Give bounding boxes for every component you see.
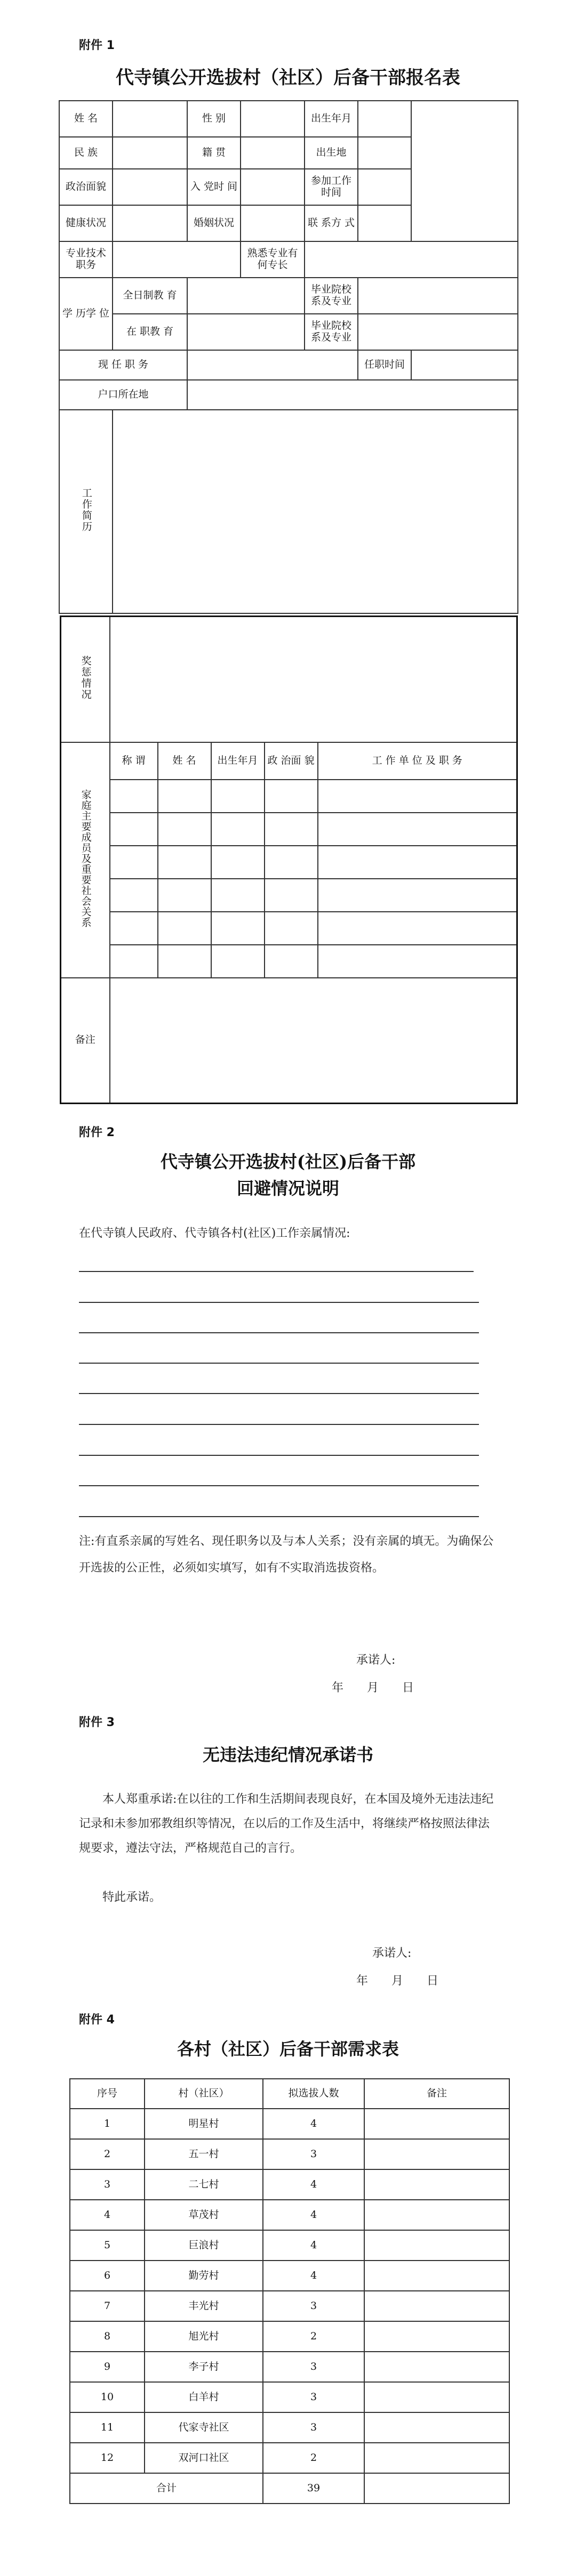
field-political[interactable] — [113, 169, 187, 205]
photo-box[interactable] — [411, 101, 518, 241]
family-cell[interactable] — [211, 780, 265, 813]
table-row — [70, 2169, 509, 2200]
demand-village: 二七村 — [145, 2169, 263, 2200]
label-party-date: 入 党时 间 — [187, 169, 241, 205]
awards-label-text: 奖惩情况 — [79, 655, 92, 700]
demand-count: 4 — [263, 2230, 364, 2261]
family-cell[interactable] — [158, 813, 211, 846]
demand-village: 巨浪村 — [145, 2230, 263, 2261]
family-cell[interactable] — [110, 912, 158, 945]
demand-village: 五一村 — [145, 2139, 263, 2169]
demand-remark[interactable] — [364, 2139, 509, 2169]
family-cell[interactable] — [211, 813, 265, 846]
label-marital: 婚姻状况 — [187, 205, 241, 241]
family-cell[interactable] — [211, 879, 265, 912]
label-resume — [59, 410, 113, 613]
field-native-place[interactable] — [241, 137, 305, 169]
annex4-title: 各村（社区）后备干部需求表 — [177, 2039, 399, 2059]
family-label-text: 家庭主要成员及重要社会关系 — [79, 789, 92, 928]
answer-line[interactable] — [79, 1393, 479, 1394]
demand-header-seq: 序号 — [70, 2079, 145, 2109]
label-ethnicity: 民 族 — [59, 137, 113, 169]
demand-seq: 5 — [70, 2230, 145, 2261]
family-header-political: 政 治面 貌 — [265, 742, 318, 780]
answer-line[interactable] — [79, 1516, 479, 1517]
family-cell[interactable] — [110, 846, 158, 879]
demand-header-remark: 备注 — [364, 2079, 509, 2109]
demand-total-remark[interactable] — [364, 2473, 509, 2504]
annex3-body: 本人郑重承诺:在以往的工作和生活期间表现良好，在本国及境外无违法违纪记录和未参加邪教组织等情况，在以后的工作及生活中，将继续严格按照法律法规要求，遵法守法，严格规范自己的言行。 — [79, 1793, 494, 1855]
annex2-date: 年 月 日 — [332, 1681, 414, 1695]
field-gender[interactable] — [241, 101, 305, 137]
family-cell[interactable] — [158, 945, 211, 978]
demand-remark[interactable] — [364, 2200, 509, 2230]
demand-count: 3 — [263, 2382, 364, 2412]
family-cell[interactable] — [158, 846, 211, 879]
demand-count: 3 — [263, 2139, 364, 2169]
table-row — [70, 2352, 509, 2382]
demand-count: 2 — [263, 2321, 364, 2352]
answer-line[interactable] — [79, 1485, 479, 1486]
demand-village: 草茂村 — [145, 2200, 263, 2230]
demand-village: 代家寺社区 — [145, 2412, 263, 2443]
family-cell[interactable] — [265, 780, 318, 813]
field-birth[interactable] — [358, 101, 411, 137]
demand-village: 白羊村 — [145, 2382, 263, 2412]
field-inservice-edu[interactable] — [187, 314, 305, 350]
field-party-date[interactable] — [241, 169, 305, 205]
label-remarks: 备注 — [61, 978, 110, 1104]
demand-village: 李子村 — [145, 2352, 263, 2382]
table-row — [70, 2200, 509, 2230]
label-awards — [61, 617, 110, 742]
annex3-title: 无违法违纪情况承诺书 — [202, 1745, 373, 1765]
field-health[interactable] — [113, 205, 187, 241]
demand-table — [69, 2078, 510, 2504]
demand-remark[interactable] — [364, 2382, 509, 2412]
label-fulltime-edu: 全日制教 育 — [113, 278, 187, 314]
family-cell[interactable] — [318, 912, 517, 945]
family-cell[interactable] — [110, 780, 158, 813]
family-cell[interactable] — [110, 945, 158, 978]
annex2-title-line1: 代寺镇公开选拔村(社区)后备干部 — [160, 1152, 416, 1172]
demand-remark[interactable] — [364, 2261, 509, 2291]
demand-remark[interactable] — [364, 2109, 509, 2139]
annex3-date: 年 月 日 — [356, 1974, 439, 1988]
demand-remark[interactable] — [364, 2169, 509, 2200]
answer-line[interactable] — [79, 1302, 479, 1303]
field-resume[interactable] — [113, 410, 518, 613]
annex3-closing: 特此承诺。 — [102, 1891, 162, 1904]
demand-count: 4 — [263, 2261, 364, 2291]
family-cell[interactable] — [265, 813, 318, 846]
annex4-label: 附件 4 — [79, 2013, 115, 2027]
table-row — [70, 2230, 509, 2261]
demand-seq: 11 — [70, 2412, 145, 2443]
field-fulltime-edu[interactable] — [187, 278, 305, 314]
family-cell[interactable] — [318, 780, 517, 813]
demand-remark[interactable] — [364, 2352, 509, 2382]
registration-form-page2 — [60, 615, 518, 1104]
field-ethnicity[interactable] — [113, 137, 187, 169]
field-specialty[interactable] — [305, 241, 518, 278]
field-current-post[interactable] — [187, 350, 358, 380]
field-contact[interactable] — [358, 205, 411, 241]
demand-header-count: 拟选拔人数 — [263, 2079, 364, 2109]
demand-village: 旭光村 — [145, 2321, 263, 2352]
label-fulltime-school: 毕业院校系及专业 — [305, 278, 358, 314]
answer-line[interactable] — [79, 1455, 479, 1456]
annex2-note: 注:有直系亲属的写姓名、现任职务以及与本人关系；没有亲属的填无。为确保公开选拔的公正性，必须如实填写，如有不实取消选拔资格。 — [79, 1535, 494, 1575]
label-inservice-school: 毕业院校系及专业 — [305, 314, 358, 350]
family-cell[interactable] — [158, 879, 211, 912]
demand-seq: 9 — [70, 2352, 145, 2382]
demand-seq: 1 — [70, 2109, 145, 2139]
demand-count: 3 — [263, 2412, 364, 2443]
field-inservice-school[interactable] — [358, 314, 518, 350]
annex2-intro: 在代寺镇人民政府、代寺镇各村(社区)工作亲属情况: — [79, 1227, 350, 1240]
label-gender: 性 别 — [187, 101, 241, 137]
demand-count: 3 — [263, 2291, 364, 2321]
family-cell[interactable] — [110, 879, 158, 912]
annex3-signer: 承诺人: — [372, 1947, 412, 1960]
label-inservice-edu: 在 职教 育 — [113, 314, 187, 350]
demand-remark[interactable] — [364, 2230, 509, 2261]
family-cell[interactable] — [318, 945, 517, 978]
label-post-date: 任职时间 — [358, 350, 411, 380]
demand-seq: 3 — [70, 2169, 145, 2200]
label-professional-title: 专业技术职务 — [59, 241, 113, 278]
demand-seq: 8 — [70, 2321, 145, 2352]
field-marital[interactable] — [241, 205, 305, 241]
annex1-label: 附件 1 — [79, 39, 115, 52]
label-contact: 联 系方 式 — [305, 205, 358, 241]
family-header-workplace: 工 作 单 位 及 职 务 — [318, 742, 517, 780]
family-cell[interactable] — [265, 879, 318, 912]
family-cell[interactable] — [318, 846, 517, 879]
demand-village: 双河口社区 — [145, 2443, 263, 2473]
table-row — [70, 2321, 509, 2352]
table-row — [70, 2139, 509, 2169]
label-political: 政治面貌 — [59, 169, 113, 205]
field-hukou[interactable] — [187, 380, 518, 410]
label-current-post: 现 任 职 务 — [59, 350, 187, 380]
field-professional-title[interactable] — [113, 241, 241, 278]
demand-total-value: 39 — [263, 2473, 364, 2504]
resume-label-text: 工作简历 — [80, 488, 92, 533]
demand-remark[interactable] — [364, 2291, 509, 2321]
label-native-place: 籍 贯 — [187, 137, 241, 169]
demand-village: 丰光村 — [145, 2291, 263, 2321]
family-cell[interactable] — [265, 846, 318, 879]
label-birth: 出生年月 — [305, 101, 358, 137]
label-health: 健康状况 — [59, 205, 113, 241]
table-row — [70, 2382, 509, 2412]
annex1-title: 代寺镇公开选拔村（社区）后备干部报名表 — [116, 67, 460, 88]
family-cell[interactable] — [318, 813, 517, 846]
table-total-row — [70, 2473, 509, 2504]
demand-header-village: 村（社区） — [145, 2079, 263, 2109]
answer-line[interactable] — [79, 1271, 474, 1272]
label-birthplace: 出生地 — [305, 137, 358, 169]
field-remarks[interactable] — [110, 978, 517, 1104]
label-education: 学 历学 位 — [59, 278, 113, 350]
table-row — [70, 2412, 509, 2443]
label-name: 姓 名 — [59, 101, 113, 137]
family-header-relation: 称 谓 — [110, 742, 158, 780]
demand-seq: 10 — [70, 2382, 145, 2412]
family-cell[interactable] — [318, 879, 517, 912]
field-name[interactable] — [113, 101, 187, 137]
demand-village: 明星村 — [145, 2109, 263, 2139]
annex2-signer: 承诺人: — [356, 1654, 396, 1667]
family-cell[interactable] — [211, 846, 265, 879]
answer-line[interactable] — [79, 1363, 479, 1364]
demand-remark[interactable] — [364, 2412, 509, 2443]
table-row — [70, 2291, 509, 2321]
label-work-start: 参加工作时间 — [305, 169, 358, 205]
demand-seq: 4 — [70, 2200, 145, 2230]
field-birthplace[interactable] — [358, 137, 411, 169]
family-cell[interactable] — [158, 780, 211, 813]
family-header-name: 姓 名 — [158, 742, 211, 780]
family-cell[interactable] — [265, 945, 318, 978]
family-cell[interactable] — [158, 912, 211, 945]
field-fulltime-school[interactable] — [358, 278, 518, 314]
field-post-date[interactable] — [411, 350, 518, 380]
demand-seq: 2 — [70, 2139, 145, 2169]
demand-seq: 12 — [70, 2443, 145, 2473]
demand-seq: 7 — [70, 2291, 145, 2321]
label-family — [61, 742, 110, 978]
family-cell[interactable] — [211, 945, 265, 978]
demand-count: 4 — [263, 2109, 364, 2139]
table-row — [70, 2109, 509, 2139]
demand-total-label: 合计 — [70, 2473, 263, 2504]
family-header-birth: 出生年月 — [211, 742, 265, 780]
demand-count: 2 — [263, 2443, 364, 2473]
label-specialty: 熟悉专业有何专长 — [241, 241, 305, 278]
demand-remark[interactable] — [364, 2443, 509, 2473]
family-cell[interactable] — [211, 912, 265, 945]
demand-count: 3 — [263, 2352, 364, 2382]
registration-form — [59, 100, 518, 614]
answer-line[interactable] — [79, 1332, 479, 1333]
demand-count: 4 — [263, 2169, 364, 2200]
field-work-start[interactable] — [358, 169, 411, 205]
family-cell[interactable] — [265, 912, 318, 945]
annex2-title-line2: 回避情况说明 — [236, 1178, 339, 1198]
answer-line[interactable] — [79, 1424, 479, 1425]
demand-count: 4 — [263, 2200, 364, 2230]
annex3-label: 附件 3 — [79, 1716, 115, 1729]
table-row — [70, 2443, 509, 2473]
label-hukou: 户口所在地 — [59, 380, 187, 410]
demand-village: 勤劳村 — [145, 2261, 263, 2291]
annex2-label: 附件 2 — [79, 1126, 115, 1139]
demand-remark[interactable] — [364, 2321, 509, 2352]
table-row — [70, 2261, 509, 2291]
family-cell[interactable] — [110, 813, 158, 846]
field-awards[interactable] — [110, 617, 517, 742]
demand-seq: 6 — [70, 2261, 145, 2291]
